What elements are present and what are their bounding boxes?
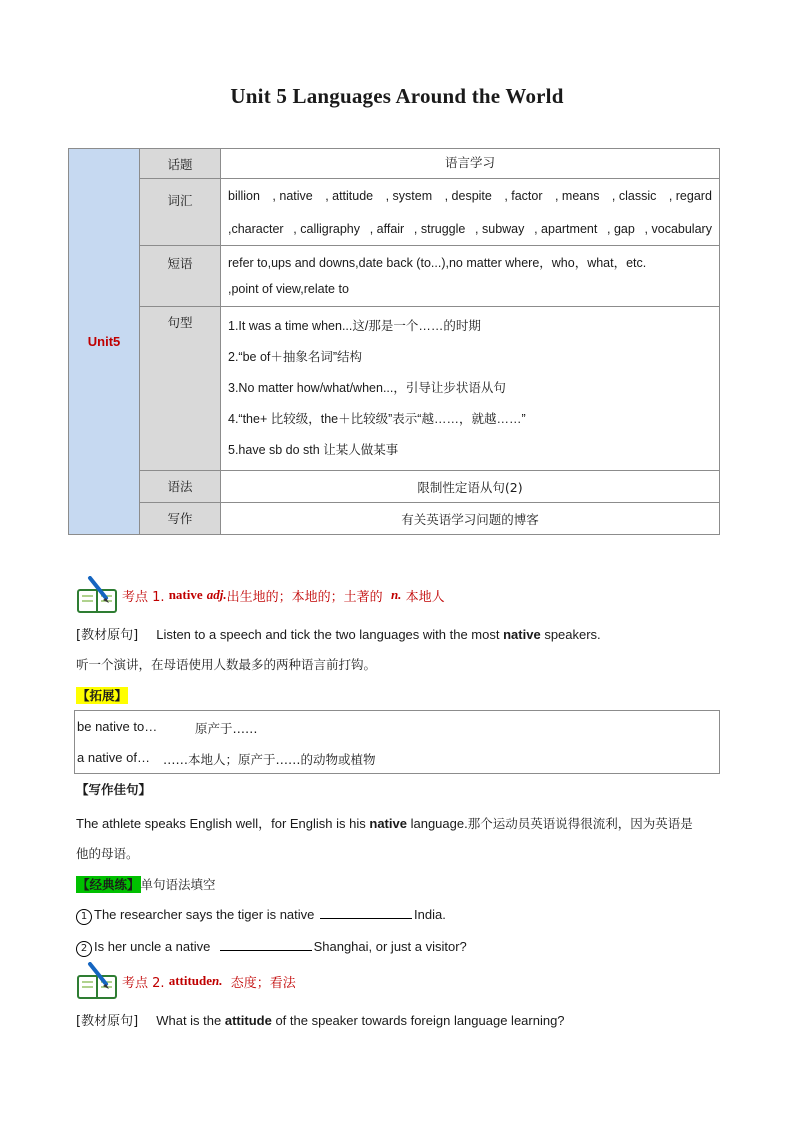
question-number: 2 — [76, 941, 92, 957]
point-2-meaning: 态度；看法 — [230, 975, 296, 991]
writing-sentence-cont — [76, 844, 726, 862]
point-1-pos-n: n. — [390, 587, 402, 602]
phrase-line-2: ,point of view,relate to — [228, 282, 349, 296]
source-tag: [教材原句] — [76, 1014, 139, 1029]
writing-value: 有关英语学习问题的博客 — [221, 503, 720, 535]
extension-tag: 【拓展】 — [77, 688, 128, 703]
writing-sentence-heading — [76, 780, 726, 798]
unit-summary-table — [68, 148, 720, 535]
point-1-heading — [76, 576, 445, 614]
pattern-item: 3.No matter how/what/when...，引导让步状语从句 — [228, 381, 506, 395]
source-text: speakers. — [544, 627, 601, 642]
answer-blank[interactable] — [220, 938, 312, 951]
point-1-meaning-n: 本地人 — [405, 589, 445, 605]
point-1-meaning-adj: 出生地的；本地的；土著的 — [226, 589, 383, 605]
extension-cn: 原产于…… — [195, 721, 258, 736]
source-tag: [教材原句] — [76, 628, 139, 643]
question-number: 1 — [76, 909, 92, 925]
vocab-word: , subway — [475, 222, 525, 236]
exercise-question-2 — [76, 938, 726, 957]
writing-bold-word: native — [369, 816, 407, 831]
vocab-word: , despite — [444, 189, 492, 203]
vocab-value — [221, 179, 720, 246]
point-1-pos-adj: adj. — [206, 587, 227, 602]
source-bold-word: attitude — [224, 1013, 272, 1028]
extension-en: be native to… — [77, 719, 158, 734]
source-bold-word: native — [503, 627, 541, 642]
vocab-word: , struggle — [413, 222, 466, 236]
vocab-label: 词汇 — [140, 179, 221, 246]
writing-sentence — [76, 813, 726, 832]
writing-sentence-text: The athlete speaks English well，for English is his — [76, 816, 366, 831]
answer-blank[interactable] — [320, 906, 412, 919]
exercise-question-1 — [76, 906, 726, 925]
question-text: Shanghai, or just a visitor? — [313, 939, 467, 954]
pattern-item: 4.“the+ 比较级，the＋比较级”表示“越……，就越……” — [228, 412, 526, 426]
phrase-value — [221, 246, 720, 307]
pattern-item: 2.“be of＋抽象名词”结构 — [228, 350, 363, 364]
topic-value: 语言学习 — [221, 149, 720, 179]
open-book-pencil-icon — [76, 576, 118, 614]
point-1-source-translation — [76, 655, 726, 673]
extension-en: a native of… — [77, 750, 150, 765]
vocab-word: , native — [272, 189, 313, 203]
vocab-word: , apartment — [534, 222, 598, 236]
grammar-value: 限制性定语从句(2) — [221, 471, 720, 503]
point-1-word: native — [168, 587, 203, 602]
writing-label: 写作 — [140, 503, 221, 535]
vocab-word: , system — [385, 189, 433, 203]
point-2-word: attitude — [168, 973, 213, 988]
vocab-word: , means — [554, 189, 600, 203]
exercise-heading — [76, 875, 726, 893]
source-text: What is the — [156, 1013, 222, 1028]
exercise-title: 单句语法填空 — [140, 877, 216, 892]
source-translation-text: 听一个演讲，在母语使用人数最多的两种语言前打钩。 — [76, 657, 377, 672]
question-text: India. — [414, 907, 446, 922]
open-book-pencil-icon — [76, 962, 118, 1000]
vocab-word: billion — [228, 189, 260, 203]
grammar-label: 语法 — [140, 471, 221, 503]
vocab-word: ,character — [228, 222, 284, 236]
point-2-source-sentence — [76, 1010, 726, 1029]
extension-heading — [76, 686, 726, 704]
unit-cell: Unit5 — [69, 149, 140, 535]
point-2-pos-n: n. — [212, 973, 223, 988]
vocab-word: , regard — [668, 189, 712, 203]
extension-box — [74, 710, 720, 774]
source-text: of the speaker towards foreign language learning? — [275, 1013, 565, 1028]
vocab-word: , vocabulary — [644, 222, 712, 236]
point-2-prefix: 考点 2. — [122, 975, 165, 991]
pattern-item: 5.have sb do sth 让某人做某事 — [228, 443, 399, 457]
extension-row — [77, 719, 258, 737]
writing-sentence-translation: 那个运动员英语说得很流利，因为英语是 — [467, 816, 693, 831]
source-text: Listen to a speech and tick the two languages with the most — [156, 627, 500, 642]
page-title: Unit 5 Languages Around the World — [230, 84, 564, 108]
vocab-word: , calligraphy — [293, 222, 360, 236]
point-2-heading — [76, 962, 296, 1000]
writing-sentence-translation: 他的母语。 — [76, 846, 139, 861]
vocab-word: , affair — [369, 222, 405, 236]
vocab-word: , classic — [611, 189, 657, 203]
vocab-word: , gap — [607, 222, 635, 236]
point-1-source-sentence — [76, 624, 726, 643]
pattern-label: 句型 — [140, 307, 221, 471]
pattern-value — [221, 307, 720, 471]
question-text: The researcher says the tiger is native — [94, 907, 315, 922]
writing-sentence-text: language. — [410, 816, 468, 831]
question-text: Is her uncle a native — [94, 939, 211, 954]
vocab-line-2 — [228, 213, 712, 245]
extension-row — [77, 750, 376, 768]
topic-label: 话题 — [140, 149, 221, 179]
vocab-word: , factor — [504, 189, 543, 203]
phrase-line-1: refer to,ups and downs,date back (to...),no matter where，who，what，etc. — [228, 256, 647, 270]
extension-cn: ……本地人；原产于……的动物或植物 — [163, 752, 376, 767]
vocab-line-1 — [228, 179, 712, 213]
pattern-item: 1.It was a time when...这/那是一个……的时期 — [228, 319, 481, 333]
phrase-label: 短语 — [140, 246, 221, 307]
vocab-word: , attitude — [325, 189, 374, 203]
writing-sentence-tag: 【写作佳句】 — [76, 782, 152, 797]
point-1-prefix: 考点 1. — [122, 589, 165, 605]
exercise-tag: 【经典练】 — [77, 877, 140, 892]
